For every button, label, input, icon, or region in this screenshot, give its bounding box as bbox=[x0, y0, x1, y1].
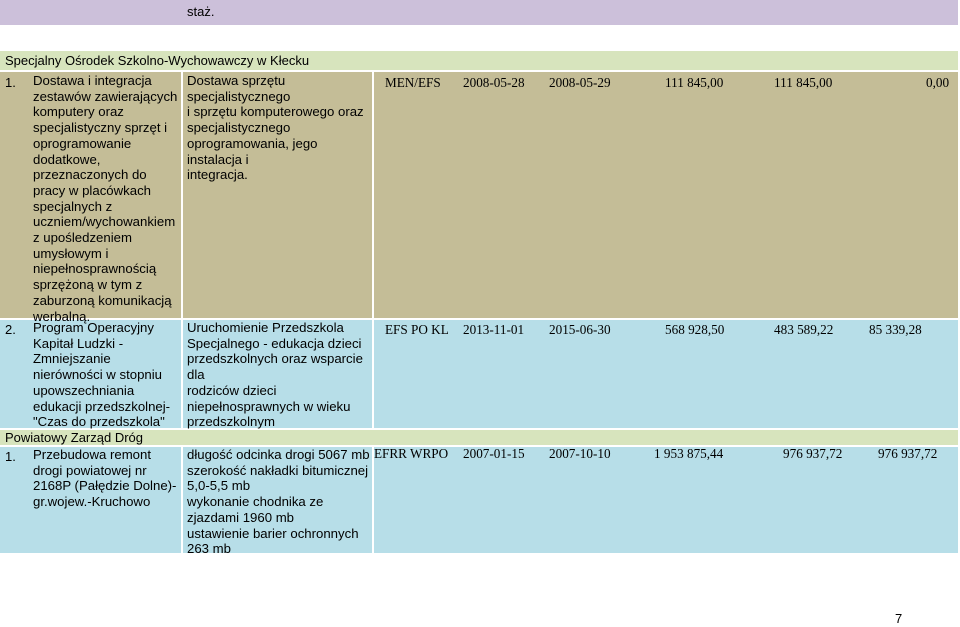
grid-line bbox=[181, 446, 183, 553]
section-header-pzd bbox=[0, 429, 958, 446]
other-value: 0,00 bbox=[926, 75, 950, 90]
other-value: 976 937,72 bbox=[878, 446, 938, 461]
start-date: 2008-05-28 bbox=[463, 75, 525, 90]
other-value: 85 339,28 bbox=[869, 322, 922, 337]
grid-line bbox=[181, 71, 183, 429]
grid-line bbox=[372, 446, 374, 553]
end-date: 2015-06-30 bbox=[549, 322, 611, 337]
project-scope: Uruchomienie Przedszkola Specjalnego - edukacja dzieci przedszkolnych oraz wsparcie dla rodziców dzieci niepełnosprawnych w wieku przedszkolnym bbox=[187, 320, 363, 430]
fund-source: MEN/EFS bbox=[385, 75, 441, 90]
row-number: 2. bbox=[5, 322, 16, 337]
grid-line bbox=[372, 71, 374, 429]
eligible-value: 111 845,00 bbox=[774, 75, 833, 90]
total-value: 1 953 875,44 bbox=[654, 446, 724, 461]
project-scope: długość odcinka drogi 5067 mb szerokość nakładki bitumicznej 5,0-5,5 mb wykonanie chodnika ze zjazdami 1960 mb ustawienie barier ochronnych 263 mb bbox=[187, 447, 370, 557]
total-value: 111 845,00 bbox=[665, 75, 724, 90]
grid-line bbox=[0, 70, 958, 72]
fund-source: EFRR WRPO bbox=[374, 446, 449, 461]
grid-line bbox=[0, 49, 958, 51]
total-value: 568 928,50 bbox=[665, 322, 725, 337]
start-date: 2007-01-15 bbox=[463, 446, 525, 461]
top-row bbox=[0, 0, 958, 25]
project-name: Przebudowa remont drogi powiatowej nr 2168P (Pałędzie Dolne)- gr.wojew.-Kruchowo bbox=[33, 447, 177, 510]
section-title: Powiatowy Zarząd Dróg bbox=[5, 430, 143, 445]
row-number: 1. bbox=[5, 75, 16, 90]
end-date: 2007-10-10 bbox=[549, 446, 611, 461]
project-scope: Dostawa sprzętu specjalistycznego i sprzętu komputerowego oraz specjalistycznego oprogramowania, jego instalacja i integracja. bbox=[187, 73, 364, 183]
end-date: 2008-05-29 bbox=[549, 75, 611, 90]
project-name: Dostawa i integracja zestawów zawierających komputery oraz specjalistyczny sprzęt i oprogramowanie dodatkowe, przeznaczonych do pracy w placówkach specjalnych z uczniem/wychowankiem z upośledzeniem umysłowym i niepełnosprawnością sprzężoną w tym z zaburzoną komunikacją werbalną. bbox=[33, 73, 178, 324]
row-number: 1. bbox=[5, 449, 16, 464]
section-title: Specjalny Ośrodek Szkolno-Wychowawczy w Kłecku bbox=[5, 53, 310, 68]
page-number: 7 bbox=[895, 611, 903, 626]
start-date: 2013-11-01 bbox=[463, 322, 525, 337]
eligible-value: 976 937,72 bbox=[783, 446, 843, 461]
fund-source: EFS PO KL bbox=[385, 322, 449, 337]
section-header-sosw bbox=[0, 50, 958, 71]
grid-line bbox=[0, 25, 958, 50]
eligible-value: 483 589,22 bbox=[774, 322, 834, 337]
top-row-text: staż. bbox=[187, 4, 215, 19]
project-name: Program Operacyjny Kapitał Ludzki - Zmniejszanie nierówności w stopniu upowszechniania edukacji przedszkolnej- "Czas do przedszkola" bbox=[33, 320, 171, 430]
